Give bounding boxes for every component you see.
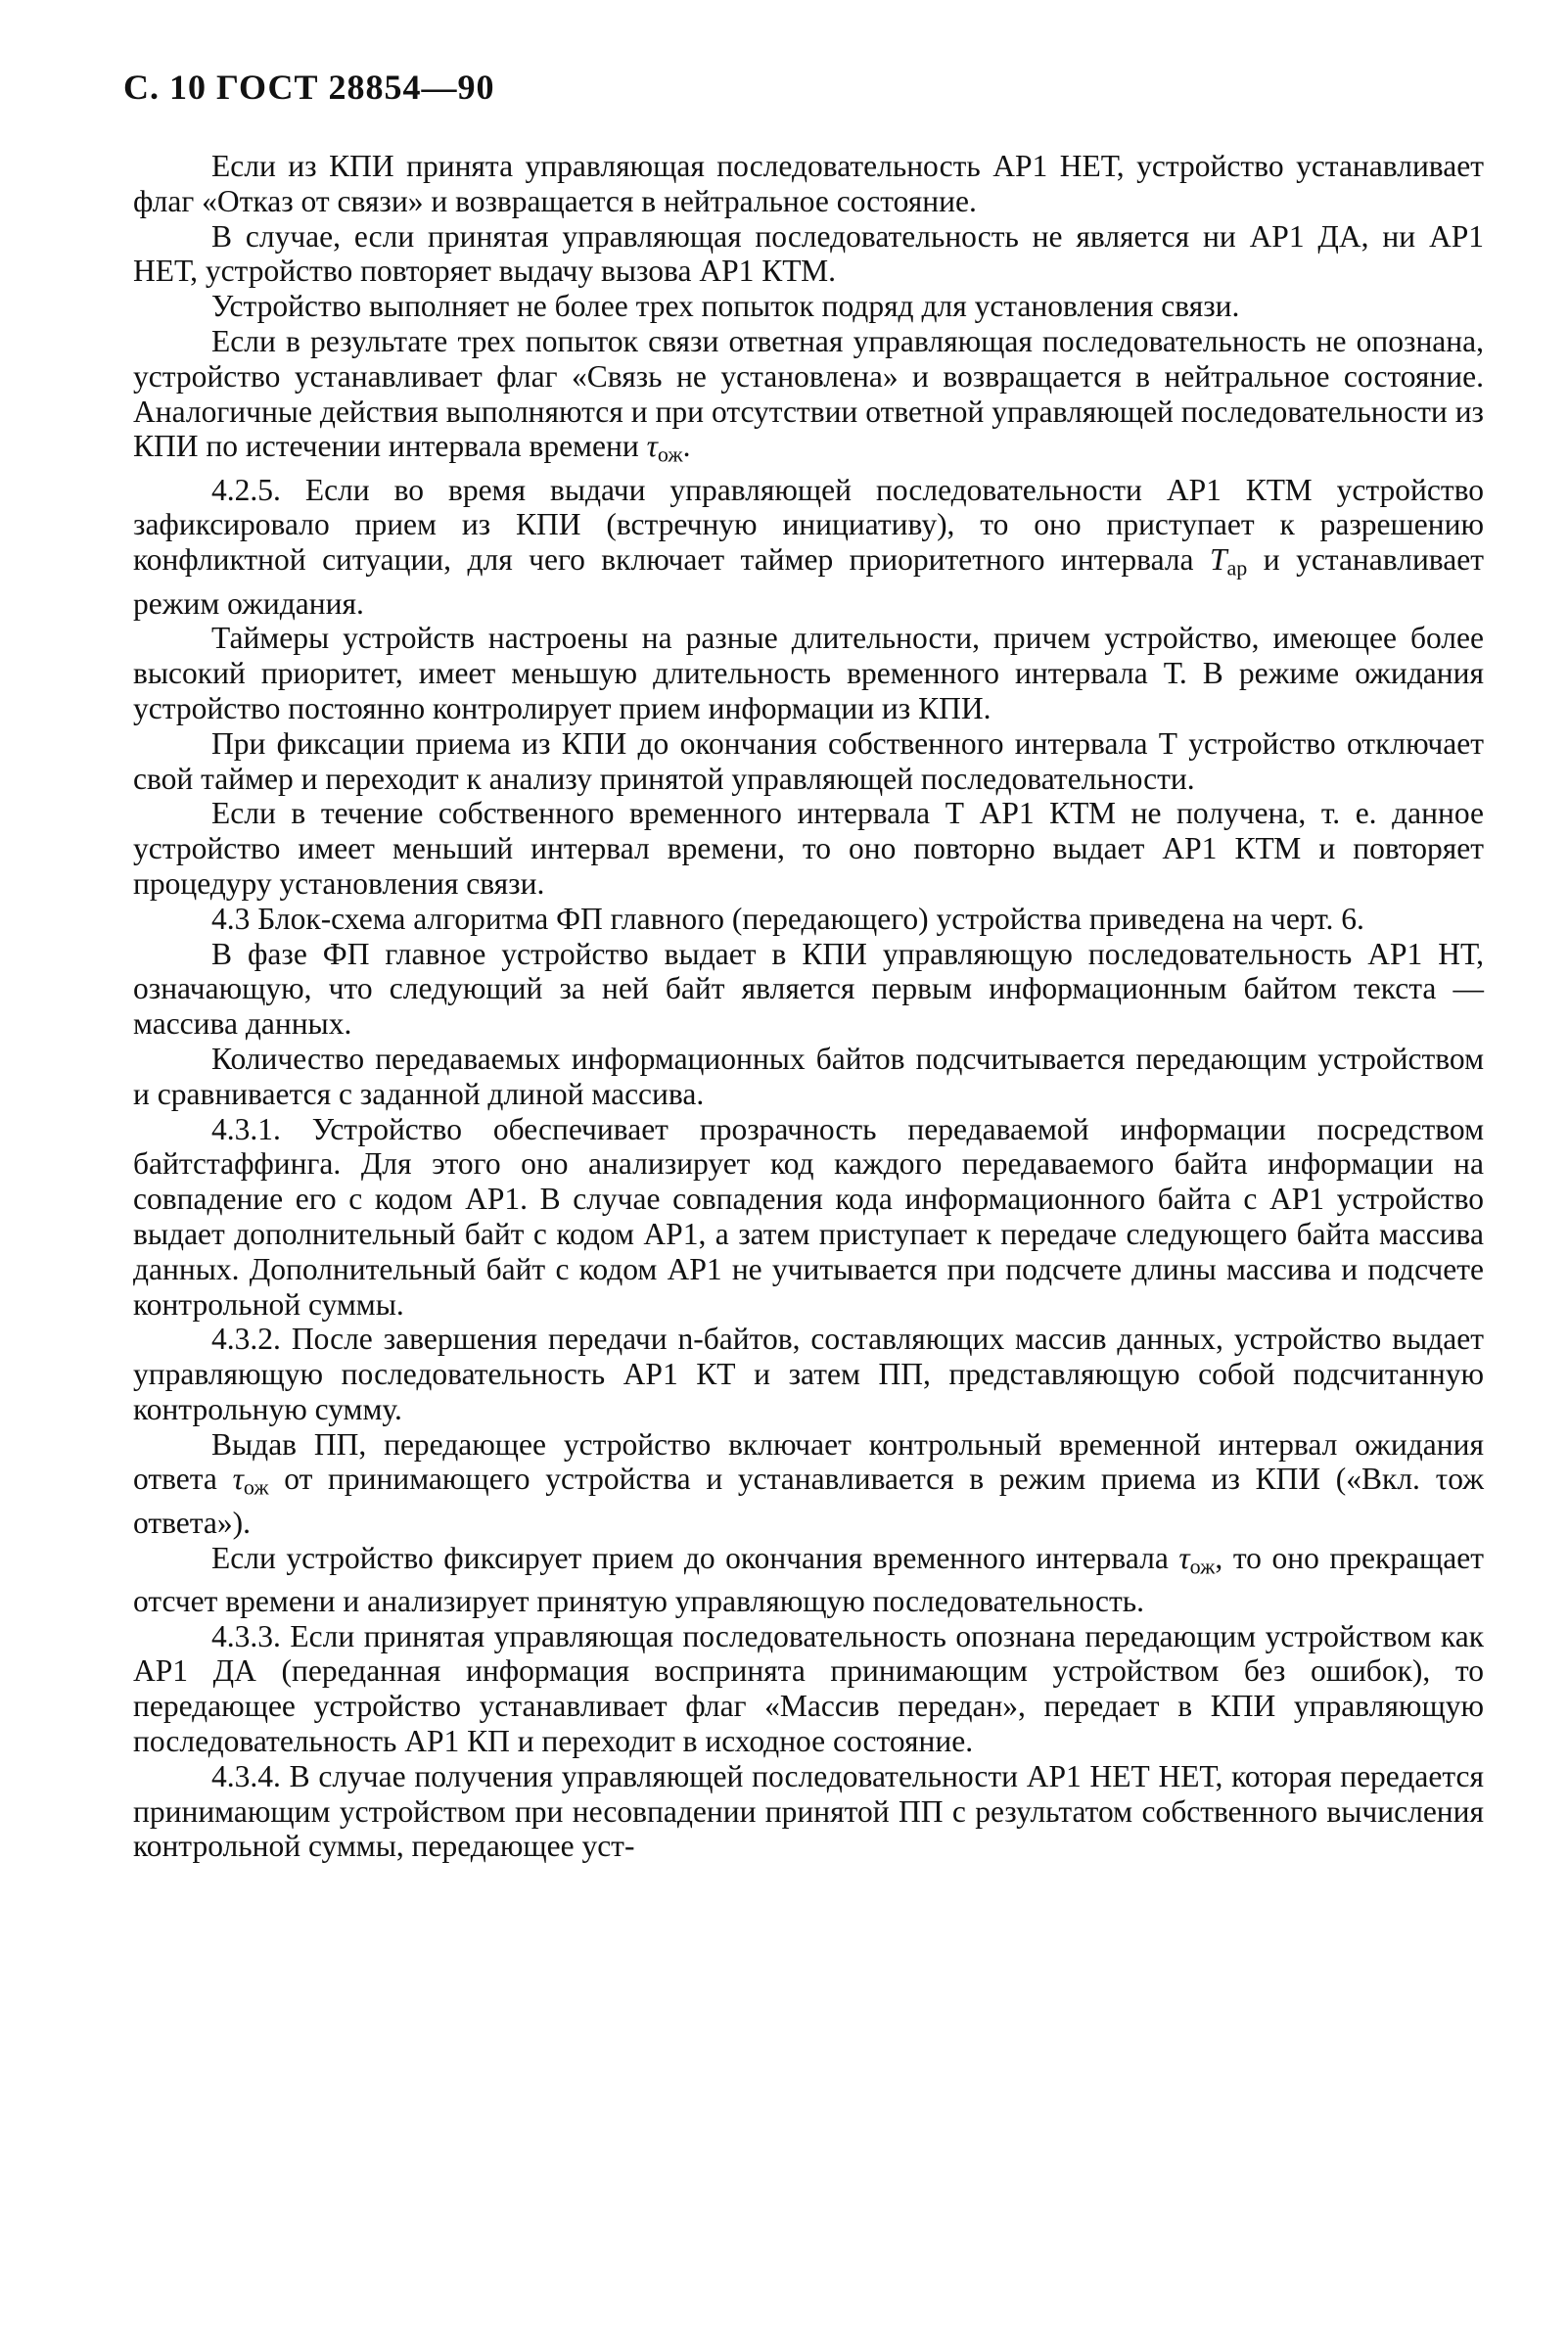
paragraph: При фиксации приема из КПИ до окончания собственного интервала Т устройство отключает свой таймер и переходит к анализу принятой управляющей последовательности. <box>133 725 1484 796</box>
tau-symbol: τ <box>232 1462 244 1497</box>
paragraph: Таймеры устройств настроены на разные длительности, причем устройство, имеющее более высокий приоритет, имеет меньшую длительность временного интервала Т. В режиме ожидания устройство постоянно контролирует прием информации из КПИ. <box>133 621 1484 725</box>
paragraph: 4.3.4. В случае получения управляющей последовательности АР1 НЕТ НЕТ, которая передается принимающим устройством при несовпадении принятой ПП с результатом собственного вычисления контрольной суммы, передающее уст- <box>133 1758 1484 1864</box>
paragraph: 4.2.5. Если во время выдачи управляющей последовательности АР1 КТМ устройство зафиксировало прием из КПИ (встречную инициативу), то оно приступает к разрешению конфликтной ситуации, для чего включает таймер приоритетного интервала $T_{ар}$ и устанавливает режим ожидания. <box>133 472 1484 621</box>
paragraph: 4.3 Блок-схема алгоритма ФП главного (передающего) устройства приведена на черт. 6. <box>211 901 1364 936</box>
paragraph: В фазе ФП главное устройство выдает в КПИ управляющую последовательность АР1 НТ, означающую, что следующий за ней байт является первым информационным байтом текста — массива данных. <box>133 936 1484 1042</box>
page-header <box>123 67 494 108</box>
paragraph: 4.3.2. После завершения передачи n-байтов, составляющих массив данных, устройство выдает управляющую последовательность АР1 КТ и затем ПП, представляющую собой подсчитанную контрольную сумму. <box>133 1322 1484 1426</box>
body-text <box>133 149 1484 1864</box>
page-number: С. 10 <box>123 68 207 107</box>
paragraph: 4.3.1. Устройство обеспечивает прозрачность передаваемой информации посредством байтстаффинга. Для этого оно анализирует код каждого передаваемого байта информации на совпадение его с кодом АР1. В случае совпадения кода информационного байта с АР1 устройство выдает дополнительный байт с кодом АР1, а затем приступает к передаче следующего байта массива данных. Дополнительный байт с кодом АР1 не учитывается при подсчете длины массива и подсчете контрольной суммы. <box>133 1111 1484 1322</box>
paragraph: В случае, если принятая управляющая последовательность не является ни АР1 ДА, ни АР1 НЕТ, устройство повторяет выдачу вызова АР1 КТМ. <box>133 218 1484 289</box>
paragraph: Если из КПИ принята управляющая последовательность АР1 НЕТ, устройство устанавливает флаг «Отказ от связи» и возвращается в нейтральное состояние. <box>133 149 1484 218</box>
paragraph: Выдав ПП, передающее устройство включает контрольный временной интервал ожидания ответа $\tau_{ож}$ от принимающего устройства и устанавливается в режим приема из КПИ («Вкл. τож ответа»). <box>133 1426 1484 1540</box>
tau-symbol: τ <box>646 429 658 464</box>
paragraph: Если в течение собственного временного интервала Т АР1 КТМ не получена, т. е. данное устройство имеет меньший интервал времени, то оно повторно выдает АР1 КТМ и повторяет процедуру установления связи. <box>133 796 1484 901</box>
t-symbol: T <box>1209 542 1227 578</box>
standard-number: ГОСТ 28854—90 <box>216 68 495 107</box>
paragraph: Устройство выполняет не более трех попыток подряд для установления связи. <box>211 289 1240 324</box>
paragraph: 4.3.3. Если принятая управляющая последовательность опознана передающим устройством как АР1 ДА (переданная информация воспринята принимающим устройством без ошибок), то передающее устройство устанавливает флаг «Массив передан», передает в КПИ управляющую последовательность АР1 КП и переходит в исходное состояние. <box>133 1618 1484 1759</box>
paragraph: Если устройство фиксирует прием до окончания временного интервала $\tau_{ож}$, то оно прекращает отсчет времени и анализирует принятую управляющую последовательность. <box>133 1540 1484 1618</box>
paragraph: Количество передаваемых информационных байтов подсчитывается передающим устройством и сравнивается с заданной длиной массива. <box>133 1041 1484 1111</box>
tau-symbol: τ <box>1178 1540 1190 1575</box>
paragraph: Если в результате трех попыток связи ответная управляющая последовательность не опознана, устройство устанавливает флаг «Связь не установлена» и возвращается в нейтральное состояние. Аналогичные действия выполняются и при отсутствии ответной управляющей последовательности из КПИ по истечении интервала времени $\tau_{ож}$. <box>133 323 1484 467</box>
